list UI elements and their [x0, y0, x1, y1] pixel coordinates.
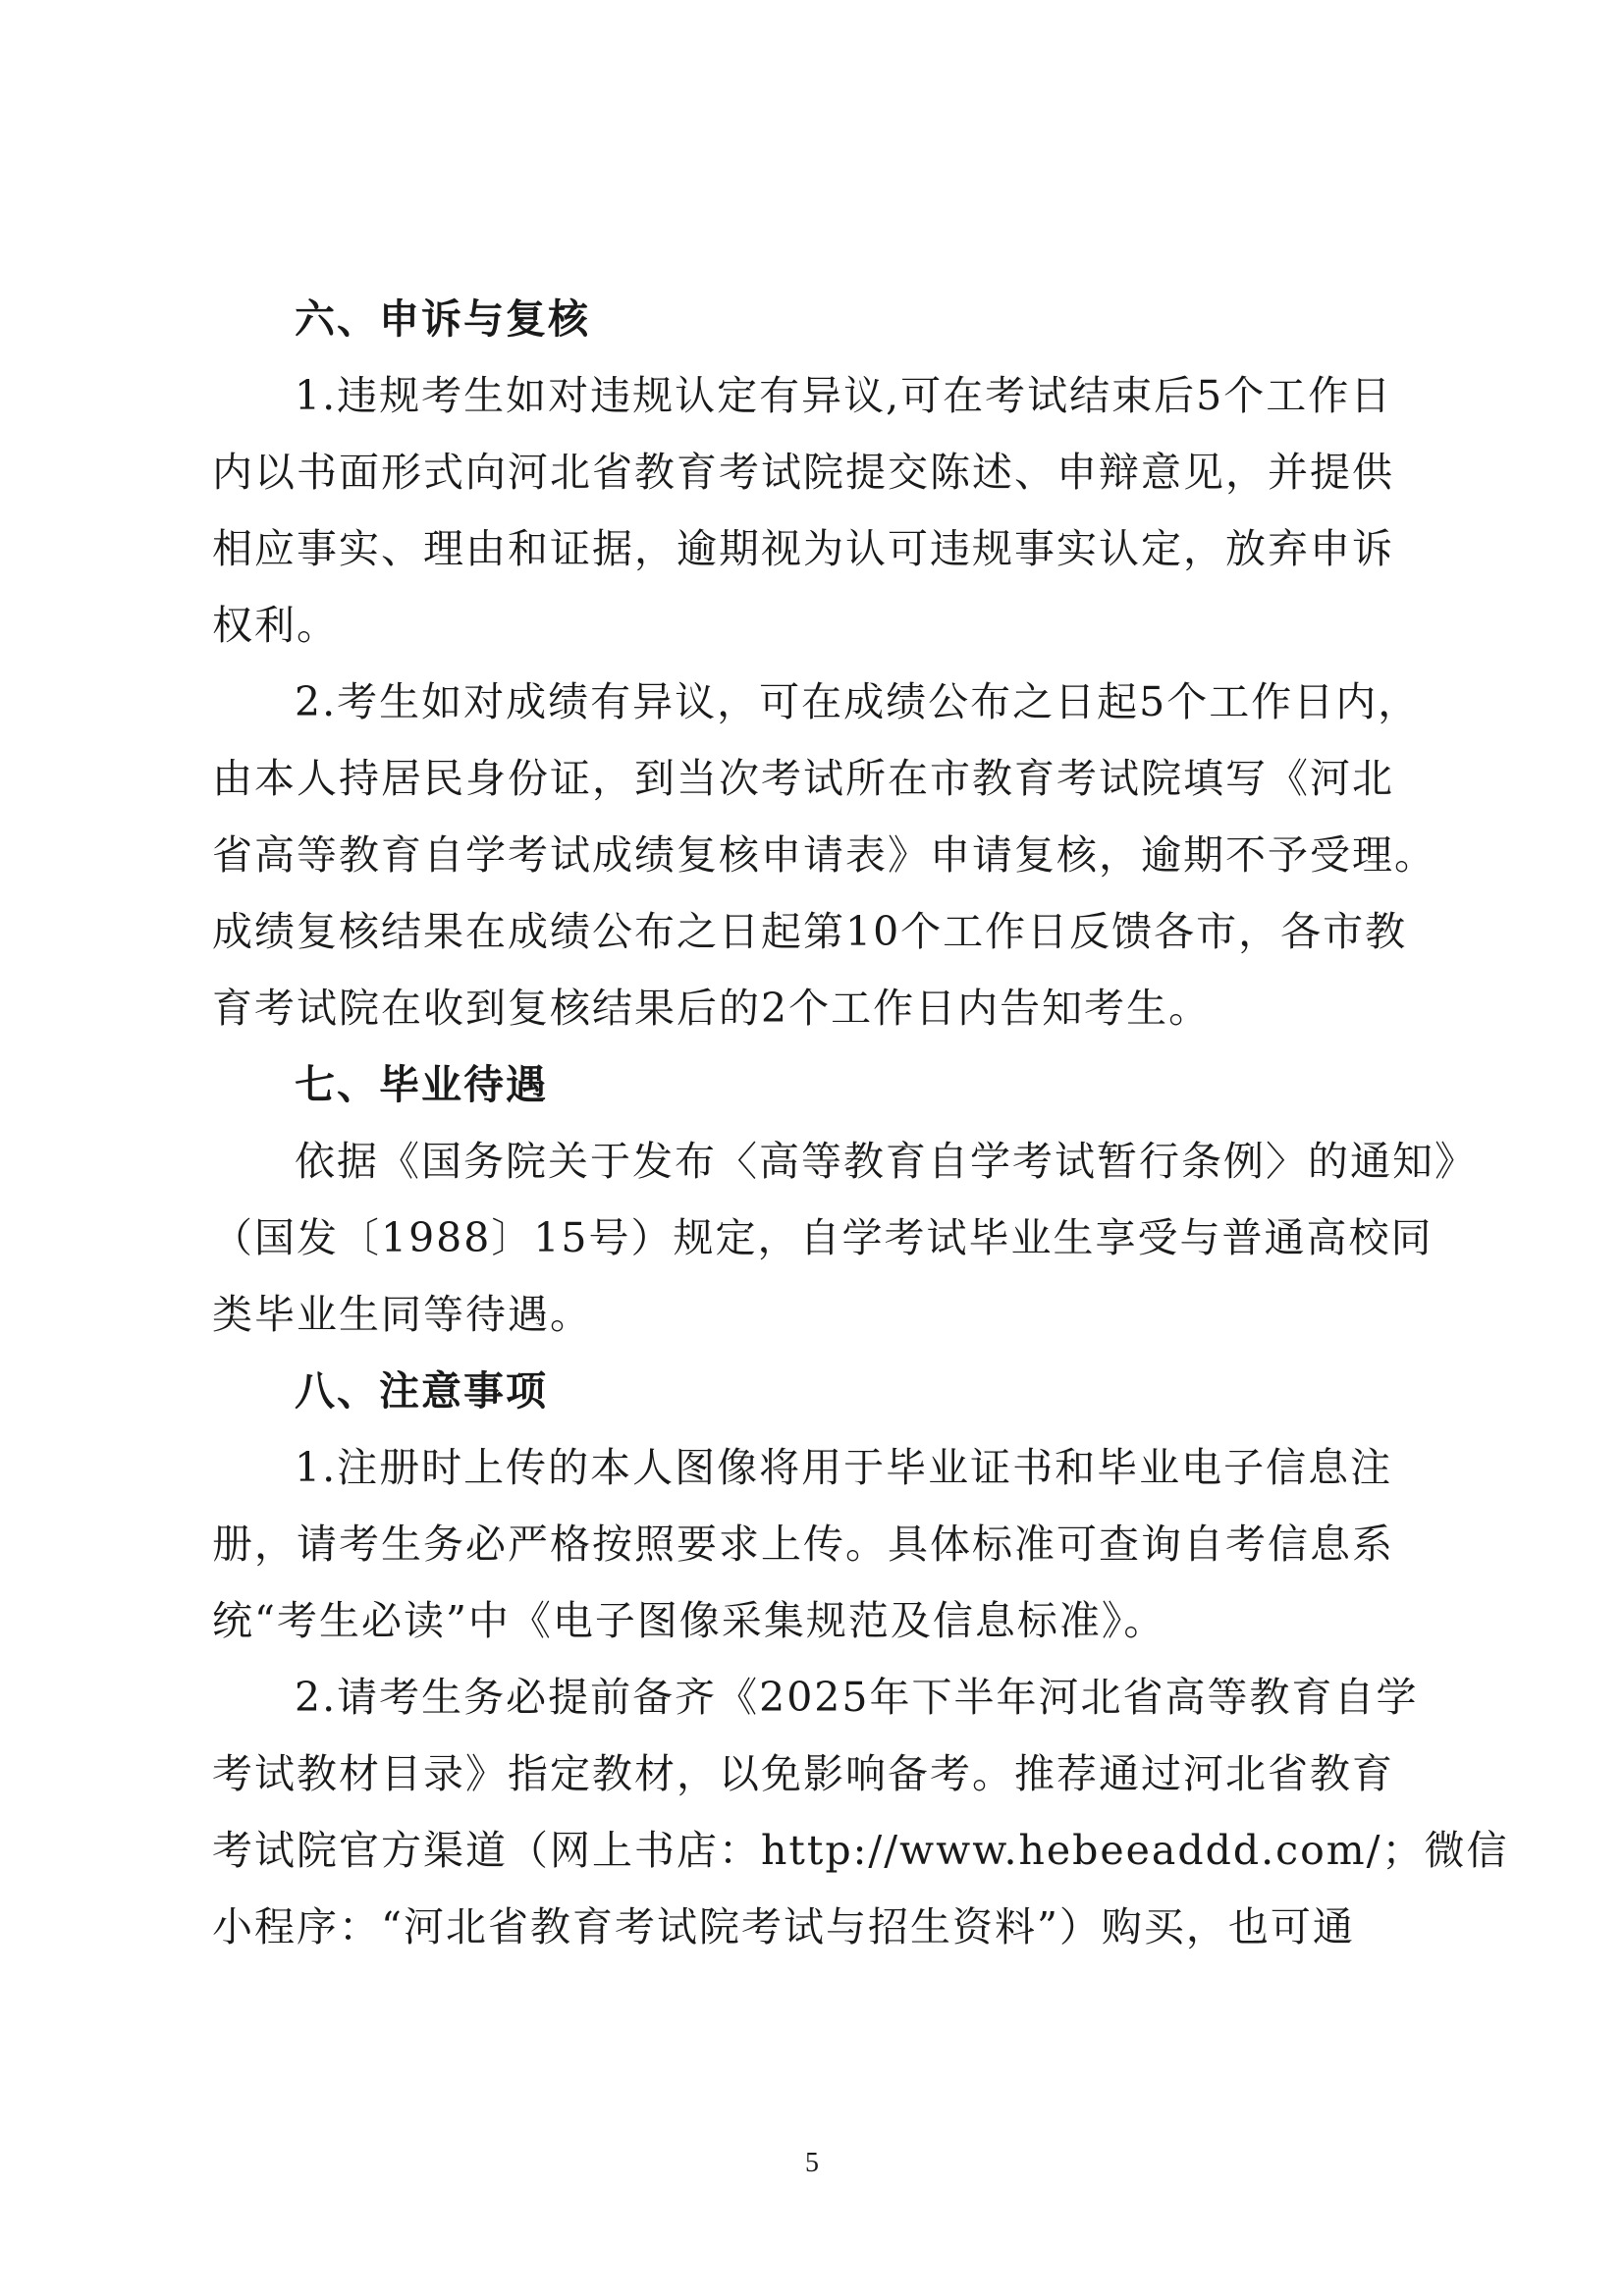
section-6-p1-line-4: 权利。 [212, 602, 339, 649]
section-6-p2-line-4: 成绩复核结果在成绩公布之日起第10个工作日反馈各市，各市教 [212, 908, 1408, 955]
section-8-p2-line-4: 小程序：“河北省教育考试院考试与招生资料”）购买，也可通 [212, 1903, 1355, 1950]
section-6-p2-line-5: 育考试院在收到复核结果后的2个工作日内告知考生。 [212, 985, 1212, 1032]
page-number: 5 [805, 2148, 819, 2178]
section-7-heading: 七、毕业待遇 [295, 1061, 548, 1108]
section-7-p1-line-1: 依据《国务院关于发布〈高等教育自学考试暂行条例〉的通知》 [295, 1138, 1477, 1185]
section-6-p2-line-3: 省高等教育自学考试成绩复核申请表》申请复核，逾期不予受理。 [212, 831, 1436, 879]
section-6-p1-line-1: 1.违规考生如对违规认定有异议,可在考试结束后5个工作日 [295, 372, 1393, 419]
section-8-p1-line-2: 册，请考生务必严格按照要求上传。具体标准可查询自考信息系 [212, 1521, 1394, 1568]
section-8-p2-line-1: 2.请考生务必提前备齐《2025年下半年河北省高等教育自学 [295, 1674, 1419, 1721]
section-8-p1-line-3: 统“考生必读”中《电子图像采集规范及信息标准》。 [212, 1597, 1166, 1644]
section-6-p2-line-2: 由本人持居民身份证，到当次考试所在市教育考试院填写《河北 [212, 755, 1394, 802]
section-7-p1-line-2: （国发〔1988〕15号）规定，自学考试毕业生享受与普通高校同 [212, 1214, 1434, 1261]
section-6-p1-line-3: 相应事实、理由和证据，逾期视为认可违规事实认定，放弃申诉 [212, 525, 1394, 572]
section-8-heading: 八、注意事项 [295, 1367, 548, 1415]
section-8-p2-line-2: 考试教材目录》指定教材，以免影响备考。推荐通过河北省教育 [212, 1750, 1394, 1797]
section-6-p2-line-1: 2.考生如对成绩有异议，可在成绩公布之日起5个工作日内， [295, 678, 1421, 725]
section-8-p2-line-3: 考试院官方渠道（网上书店：http://www.hebeeaddd.com/；微信 [212, 1827, 1509, 1874]
section-7-p1-line-3: 类毕业生同等待遇。 [212, 1291, 592, 1338]
section-8-p1-line-1: 1.注册时上传的本人图像将用于毕业证书和毕业电子信息注 [295, 1444, 1393, 1491]
section-6-heading: 六、申诉与复核 [295, 295, 590, 343]
section-6-p1-line-2: 内以书面形式向河北省教育考试院提交陈述、申辩意见，并提供 [212, 449, 1394, 496]
